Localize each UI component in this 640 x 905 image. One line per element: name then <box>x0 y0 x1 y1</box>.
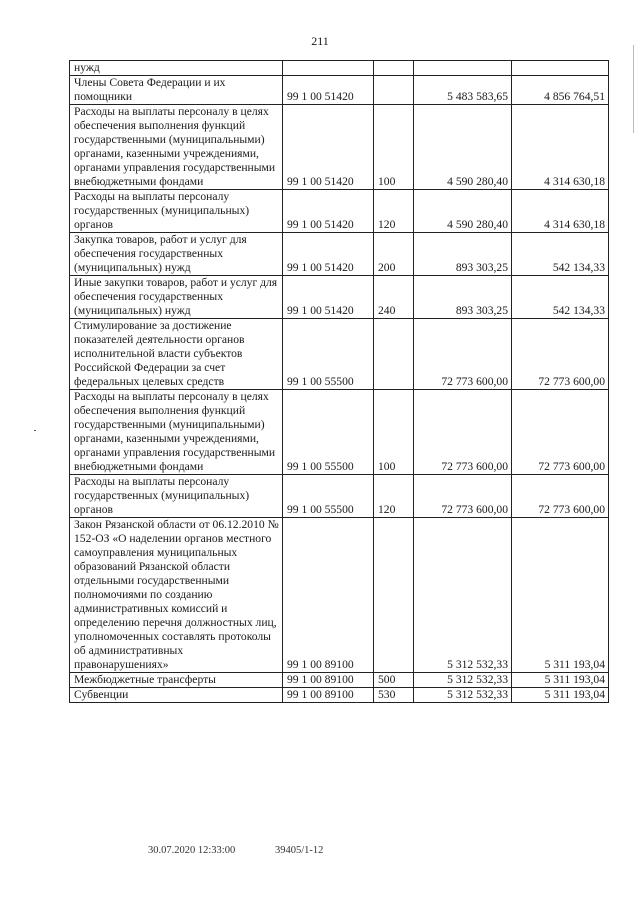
row-code: 99 1 00 51420 <box>283 76 374 105</box>
scan-speck <box>633 45 634 133</box>
row-code: 99 1 00 55500 <box>283 390 374 475</box>
table-row <box>70 475 609 518</box>
row-type <box>374 61 414 76</box>
budget-table <box>69 60 609 703</box>
row-amount-2: 72 773 600,00 <box>512 390 609 475</box>
page-number: 211 <box>311 34 329 48</box>
row-type <box>374 518 414 673</box>
row-code <box>283 61 374 76</box>
row-name: Расходы на выплаты персоналу в целях обеспечения выполнения функций государственными (муниципальными) органами, казенными учреждениями, органами управления государственными внебюджетными фондами <box>70 390 283 475</box>
row-code: 99 1 00 51420 <box>283 190 374 233</box>
scan-speck <box>34 430 36 431</box>
row-code: 99 1 00 51420 <box>283 233 374 276</box>
row-name: Члены Совета Федерации и их помощники <box>70 76 283 105</box>
row-amount-1: 5 483 583,65 <box>414 76 512 105</box>
table-row <box>70 276 609 319</box>
table-row <box>70 673 609 688</box>
row-name: нужд <box>70 61 283 76</box>
row-amount-1: 72 773 600,00 <box>414 475 512 518</box>
table-row <box>70 319 609 390</box>
row-amount-1: 5 312 532,33 <box>414 688 512 703</box>
table-row <box>70 688 609 703</box>
row-type: 100 <box>374 390 414 475</box>
row-type: 100 <box>374 105 414 190</box>
row-type: 240 <box>374 276 414 319</box>
row-name: Межбюджетные трансферты <box>70 673 283 688</box>
row-type: 500 <box>374 673 414 688</box>
row-code: 99 1 00 51420 <box>283 105 374 190</box>
row-code: 99 1 00 89100 <box>283 518 374 673</box>
row-amount-2: 4 314 630,18 <box>512 105 609 190</box>
table-row <box>70 105 609 190</box>
row-amount-1: 4 590 280,40 <box>414 105 512 190</box>
footer-document-id: 39405/1-12 <box>275 845 324 856</box>
row-amount-1 <box>414 61 512 76</box>
row-amount-2 <box>512 61 609 76</box>
row-amount-2: 72 773 600,00 <box>512 319 609 390</box>
row-code: 99 1 00 89100 <box>283 688 374 703</box>
table-row <box>70 190 609 233</box>
row-amount-1: 893 303,25 <box>414 276 512 319</box>
row-amount-2: 5 311 193,04 <box>512 518 609 673</box>
row-type: 200 <box>374 233 414 276</box>
row-amount-1: 893 303,25 <box>414 233 512 276</box>
row-amount-2: 542 134,33 <box>512 233 609 276</box>
row-amount-2: 5 311 193,04 <box>512 673 609 688</box>
row-amount-1: 5 312 532,33 <box>414 518 512 673</box>
row-name: Расходы на выплаты персоналу в целях обеспечения выполнения функций государственными (муниципальными) органами, казенными учреждениями, органами управления государственными внебюджетными фондами <box>70 105 283 190</box>
row-amount-1: 4 590 280,40 <box>414 190 512 233</box>
table-row <box>70 518 609 673</box>
row-type <box>374 76 414 105</box>
row-name: Закон Рязанской области от 06.12.2010 № 152-ОЗ «О наделении органов местного самоуправления муниципальных образований Рязанской области отдельными государственными полномочиями по созданию административных комиссий и определению перечня должностных лиц, уполномоченных составлять протоколы об административных правонарушениях» <box>70 518 283 673</box>
row-amount-2: 4 314 630,18 <box>512 190 609 233</box>
table-row <box>70 390 609 475</box>
row-amount-2: 542 134,33 <box>512 276 609 319</box>
row-amount-1: 5 312 532,33 <box>414 673 512 688</box>
row-code: 99 1 00 55500 <box>283 319 374 390</box>
row-name: Расходы на выплаты персоналу государственных (муниципальных) органов <box>70 190 283 233</box>
row-code: 99 1 00 51420 <box>283 276 374 319</box>
row-type: 120 <box>374 475 414 518</box>
row-name: Иные закупки товаров, работ и услуг для обеспечения государственных (муниципальных) нужд <box>70 276 283 319</box>
row-type: 530 <box>374 688 414 703</box>
row-name: Закупка товаров, работ и услуг для обеспечения государственных (муниципальных) нужд <box>70 233 283 276</box>
table-row <box>70 61 609 76</box>
table-row <box>70 233 609 276</box>
row-name: Субвенции <box>70 688 283 703</box>
row-amount-1: 72 773 600,00 <box>414 390 512 475</box>
row-name: Расходы на выплаты персоналу государственных (муниципальных) органов <box>70 475 283 518</box>
row-code: 99 1 00 89100 <box>283 673 374 688</box>
row-type: 120 <box>374 190 414 233</box>
row-amount-1: 72 773 600,00 <box>414 319 512 390</box>
table-row <box>70 76 609 105</box>
row-amount-2: 72 773 600,00 <box>512 475 609 518</box>
row-code: 99 1 00 55500 <box>283 475 374 518</box>
footer-timestamp: 30.07.2020 12:33:00 <box>148 845 236 856</box>
row-amount-2: 4 856 764,51 <box>512 76 609 105</box>
row-amount-2: 5 311 193,04 <box>512 688 609 703</box>
row-type <box>374 319 414 390</box>
row-name: Стимулирование за достижение показателей деятельности органов исполнительной власти субъектов Российской Федерации за счет федеральных целевых средств <box>70 319 283 390</box>
